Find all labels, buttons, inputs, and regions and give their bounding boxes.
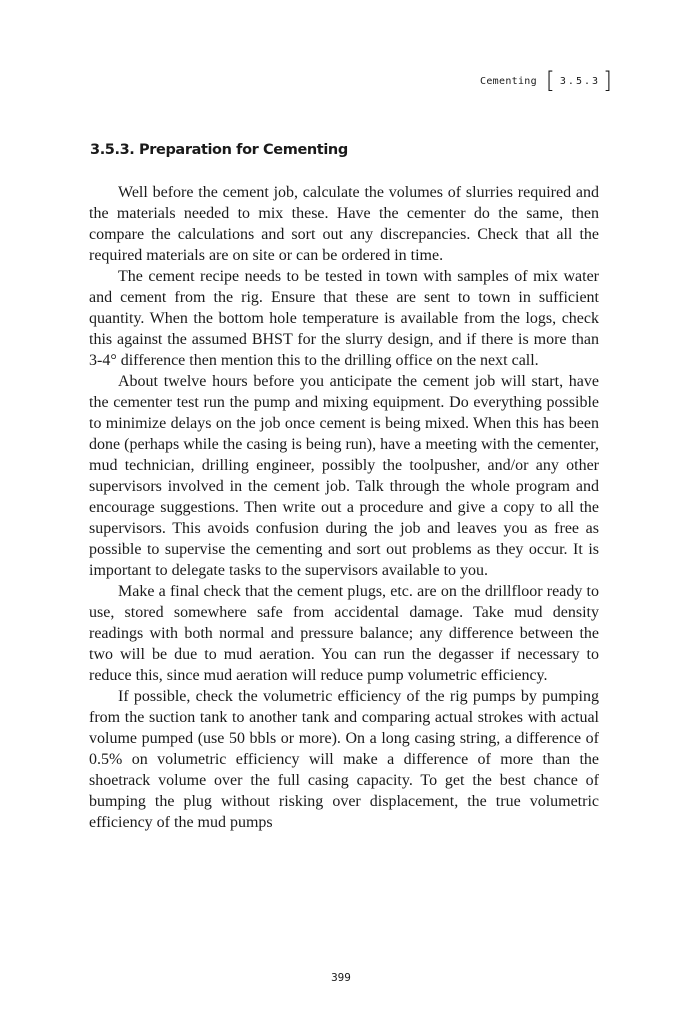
paragraph: The cement recipe needs to be tested in town with samples of mix water and cement from the rig. Ensure that these are sent to town in sufficient quantity. When the bottom hole temperature is available from the logs, check this against the assumed BHST for the slurry design, and if there is more than 3-4° difference then mention this to the drilling office on the next call. — [89, 268, 599, 369]
paragraph: About twelve hours before you anticipate the cement job will start, have the cementer test run the pump and mixing equipment. Do everything possible to minimize delays on the job once cement is being mixed. When this has been done (perhaps while the casing is being run), have a meeting with the cementer, mud technician, drilling engineer, possibly the toolpusher, and/or any other supervisors involved in the cement job. Talk through the whole program and encourage suggestions. Then write out a procedure and give a copy to all the supervisors. This avoids confusion during the job and leaves you as free as possible to supervise the cementing and sort out problems as they occur. It is important to delegate tasks to the supervisors available to you. — [89, 373, 599, 579]
paragraph: Well before the cement job, calculate the volumes of slurries required and the materials needed to mix these. Have the cementer do the same, then compare the calculations and sort out any discrepancies. Check that all the required materials are on site or can be ordered in time. — [89, 184, 599, 264]
running-head-bracket-close: ] — [603, 68, 612, 94]
running-head — [480, 70, 612, 93]
running-head-number: 3.5.3 — [559, 76, 601, 87]
page-number: 399 — [331, 971, 351, 984]
body-text — [89, 182, 599, 833]
section-heading: 3.5.3. Preparation for Cementing — [90, 142, 348, 158]
running-head-bracket-open: [ — [545, 68, 555, 94]
paragraph: If possible, check the volumetric efficiency of the rig pumps by pumping from the suction tank to another tank and comparing actual strokes with actual volume pumped (use 50 bbls or more). On a long casing string, a difference of 0.5% on volumetric efficiency will make a difference of more than the shoetrack volume over the full casing capacity. To get the best chance of bumping the plug without risking over displacement, the true volumetric efficiency of the mud pumps — [89, 688, 599, 831]
paragraph: Make a final check that the cement plugs, etc. are on the drillfloor ready to use, stored somewhere safe from accidental damage. Take mud density readings with both normal and pressure balance; any difference between the two will be due to mud aeration. You can run the degasser if necessary to reduce this, since mud aeration will reduce pump volumetric efficiency. — [89, 583, 599, 684]
running-head-section: Cementing — [480, 76, 537, 87]
